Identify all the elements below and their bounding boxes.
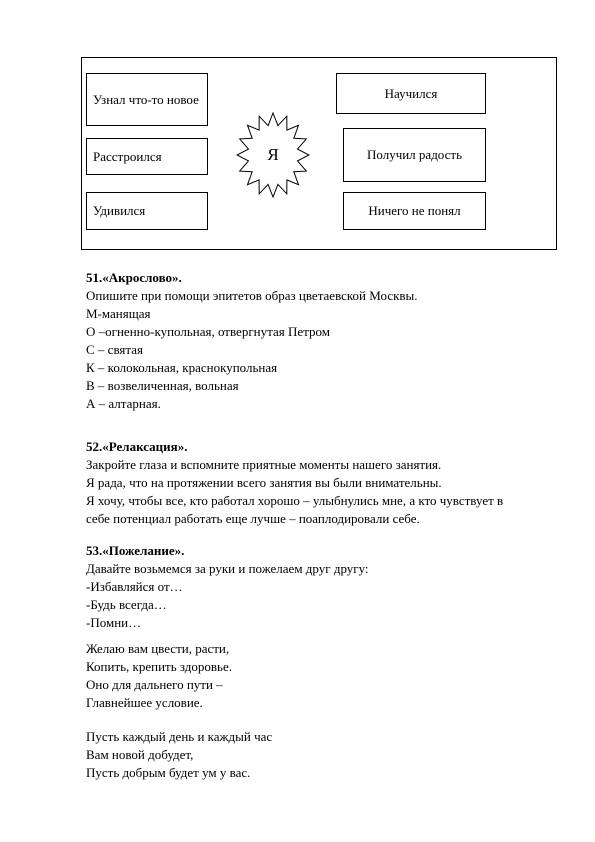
poem-stanza-2 [86, 728, 566, 782]
section-52 [86, 438, 566, 528]
text-line: К – колокольная, краснокупольная [86, 360, 278, 375]
box-label: Расстроился [93, 148, 162, 164]
text-line: В – возвеличенная, вольная [86, 378, 239, 393]
poem-line: Копить, крепить здоровье. [86, 659, 233, 674]
text-line: А – алтарная. [86, 396, 161, 411]
section-52-title: 52.«Релаксация». [86, 439, 188, 454]
box-understood-nothing [343, 192, 486, 230]
box-surprised [86, 192, 208, 230]
text-line: -Помни… [86, 615, 142, 630]
box-label: Получил радость [366, 147, 463, 162]
text-line: Я хочу, чтобы все, кто работал хорошо – улыбнулись мне, а кто чувствует в [86, 493, 504, 508]
text-line: себе потенциал работать еще лучше – поаплодировали себе. [86, 511, 420, 526]
section-51-title: 51.«Акрослово». [86, 270, 182, 285]
text-line: Закройте глаза и вспомните приятные моменты нашего занятия. [86, 457, 442, 472]
poem-line: Вам новой добудет, [86, 747, 194, 762]
center-label-ya: Я [267, 145, 279, 164]
poem-line: Главнейшее условие. [86, 695, 203, 710]
text-line: Давайте возьмемся за руки и пожелаем друг другу: [86, 561, 369, 576]
text-line: -Избавляйся от… [86, 579, 183, 594]
box-label: Ничего не понял [368, 203, 461, 218]
box-learned-something-new [86, 73, 208, 126]
poem-stanza-1 [86, 640, 566, 712]
text-line: О –огненно-купольная, отвергнутая Петром [86, 324, 330, 339]
poem-line: Пусть добрым будет ум у вас. [86, 765, 251, 780]
section-53-title: 53.«Пожелание». [86, 543, 185, 558]
text-line: -Будь всегда… [86, 597, 167, 612]
box-got-joy [343, 128, 486, 182]
section-51 [86, 269, 566, 413]
text-line: М-манящая [86, 306, 151, 321]
poem-line: Оно для дальнего пути – [86, 677, 223, 692]
box-label: Узнал что-то новое [93, 91, 199, 107]
section-53 [86, 542, 566, 632]
text-line: С – святая [86, 342, 143, 357]
poem-line: Пусть каждый день и каждый час [86, 729, 273, 744]
text-line: Я рада, что на протяжении всего занятия вы были внимательны. [86, 475, 442, 490]
box-learned [336, 73, 486, 114]
poem-line: Желаю вам цвести, расти, [86, 641, 230, 656]
box-upset [86, 138, 208, 175]
box-label: Удивился [93, 203, 146, 218]
text-line: Опишите при помощи эпитетов образ цветаевской Москвы. [86, 288, 418, 303]
box-label: Научился [384, 85, 438, 101]
